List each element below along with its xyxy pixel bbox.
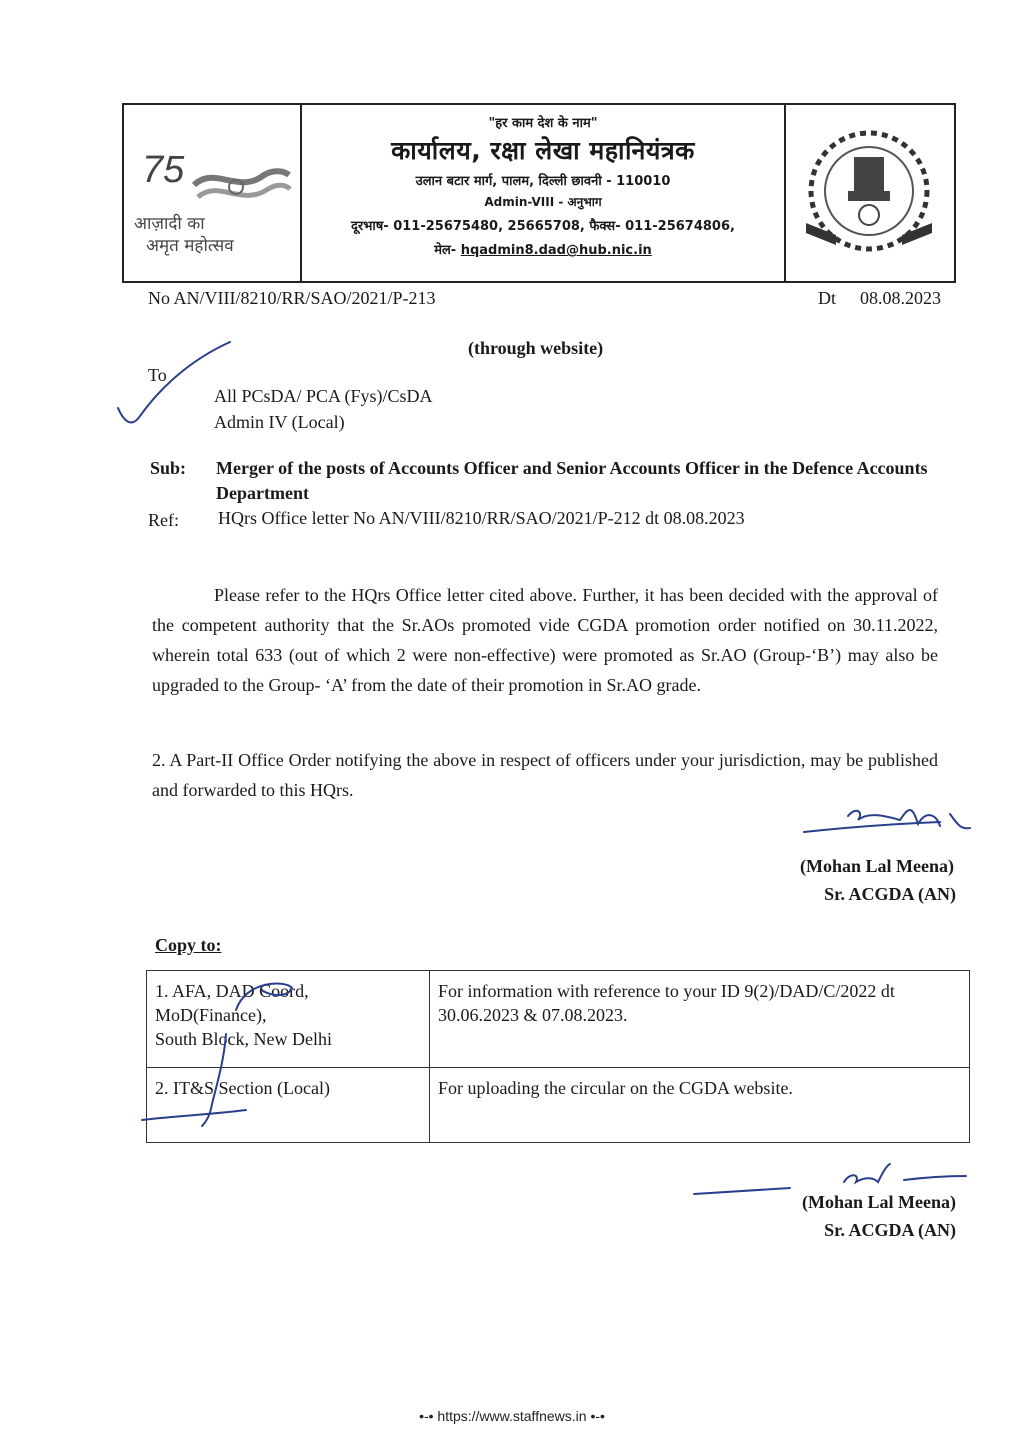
recipient-line: 2. IT&S Section (Local) (155, 1078, 330, 1098)
emblem-icon (786, 105, 952, 281)
body-paragraph-1: Please refer to the HQrs Office letter cited above. Further, it has been decided with the approval of the competent authority that the Sr.AOs promoted vide CGDA promotion order notified on 30.11.2022, wherein total 633 (out of which 2 were non-effective) were promoted as Sr.AO (Group-‘B’) may also be upgraded to the Group- ‘A’ from the date of their promotion in Sr.AO grade. (152, 585, 938, 695)
through-website-note: (through website) (468, 338, 604, 358)
signature-scribble-1 (800, 800, 980, 860)
table-annotation-scribble (136, 970, 306, 1140)
letterhead (122, 103, 956, 283)
addressee-1: All PCsDA/ PCA (Fys)/CsDA (214, 386, 433, 406)
logo-text-line2: अमृत महोत्सव (146, 236, 234, 256)
purpose-cell: For uploading the circular on the CGDA website. (430, 1068, 970, 1143)
body-paragraph-2: 2. A Part-II Office Order notifying the above in respect of officers under your jurisdiction, may be published and forwarded to this HQrs. (152, 750, 938, 800)
emblem-logo (784, 105, 954, 281)
logo-text-line1: आज़ादी का (134, 214, 205, 234)
motto: "हर काम देश के नाम" (488, 116, 598, 131)
contact-phone: दूरभाष- 011-25675480, 25665708, फैक्स- 011-25674806, (351, 219, 735, 234)
letterhead-text (302, 105, 784, 281)
subject-label: Sub: (150, 458, 187, 478)
recipient-line: South Block, New Delhi (155, 1029, 332, 1049)
date-label: Dt (818, 288, 836, 308)
signatory-designation-2: Sr. ACGDA (AN) (824, 1220, 956, 1240)
purpose-cell: For information with reference to your ID 9(2)/DAD/C/2022 dt 30.06.2023 & 07.08.2023. (430, 971, 970, 1068)
flag-wave-icon (184, 155, 294, 215)
logo-number: 75 (142, 149, 185, 191)
recipient-line: 1. AFA, DAD Coord, (155, 981, 309, 1001)
subject-text: Merger of the posts of Accounts Officer and Senior Accounts Officer in the Defence Accounts Department (216, 458, 928, 503)
addressee-2: Admin IV (Local) (214, 412, 345, 432)
reference-label: Ref: (148, 510, 179, 530)
contact-email-line (302, 240, 784, 258)
footer-url[interactable]: •-• https://www.staffnews.in •-• (419, 1408, 605, 1424)
azadi-ka-amrit-mahotsav-logo (124, 105, 302, 281)
reference-text: HQrs Office letter No AN/VIII/8210/RR/SAO/2021/P-212 dt 08.08.2023 (218, 508, 745, 528)
copy-to-heading: Copy to: (155, 935, 222, 955)
signatory-name: (Mohan Lal Meena) (800, 856, 954, 876)
email-prefix: मेल- (434, 243, 457, 258)
signatory-name-2: (Mohan Lal Meena) (802, 1192, 956, 1212)
signatory-designation: Sr. ACGDA (AN) (824, 884, 956, 904)
office-section: Admin-VIII - अनुभाग (484, 195, 602, 209)
recipient-line: MoD(Finance), (155, 1005, 267, 1025)
office-address: उलान बटार मार्ग, पालम, दिल्ली छावनी - 110010 (415, 174, 671, 189)
reference-number: No AN/VIII/8210/RR/SAO/2021/P-213 (148, 288, 436, 308)
office-title: कार्यालय, रक्षा लेखा महानियंत्रक (391, 136, 695, 165)
email-link[interactable]: hqadmin8.dad@hub.nic.in (460, 243, 652, 258)
to-label: To (148, 365, 167, 385)
letter-date: 08.08.2023 (860, 288, 941, 308)
